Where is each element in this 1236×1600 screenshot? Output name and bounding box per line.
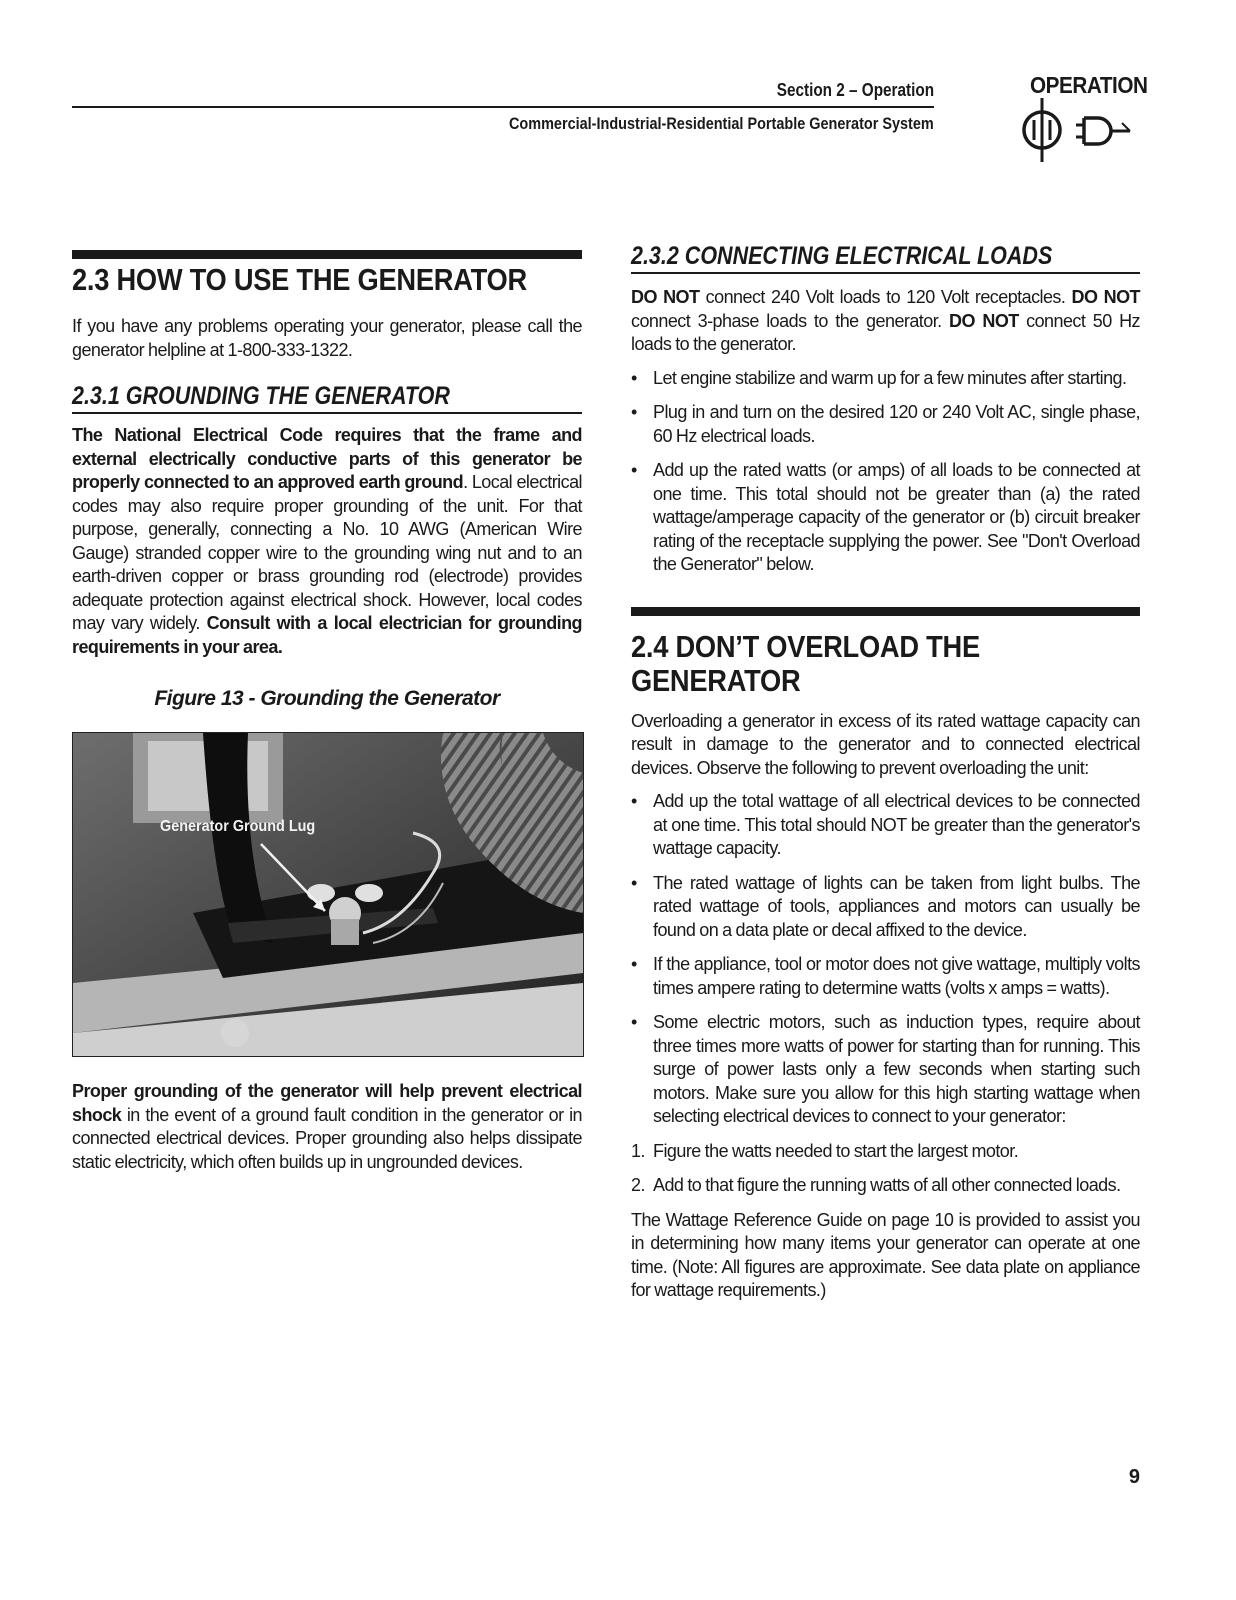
plug-socket-icon <box>1018 96 1144 169</box>
left-column <box>72 250 582 673</box>
heading-dont-overload-1: 2.4 DON’T OVERLOAD THE <box>631 628 980 664</box>
section-bar <box>631 607 1140 616</box>
grounding-photo <box>72 732 584 1057</box>
right-column <box>631 242 1140 1317</box>
list-item: • The rated wattage of lights can be taken from light bulbs. The rated wattage of tools, appliances and motors can usually be found on a data plate or decal affixed to the device. <box>631 872 1140 943</box>
list-item: • Add up the total wattage of all electrical devices to be connected at one time. This total should NOT be greater than the generator's wattage capacity. <box>631 790 1140 861</box>
list-item: • Let engine stabilize and warm up for a few minutes after starting. <box>631 367 1140 391</box>
heading-how-to-use: 2.3 HOW TO USE THE GENERATOR <box>72 262 527 297</box>
heading-dont-overload-2: GENERATOR <box>631 662 801 698</box>
wattage-guide-paragraph: The Wattage Reference Guide on page 10 is provided to assist you in determining how many items your generator can operate at one time. (Note: All figures are approximate. See data plate on appliance for wattage requirements.) <box>631 1209 1140 1300</box>
loads-bullet-list <box>631 367 1140 577</box>
overload-bullet-list <box>631 790 1140 1129</box>
list-item: 1. Figure the watts needed to start the largest motor. <box>631 1140 1019 1161</box>
figure-caption: Figure 13 - Grounding the Generator <box>154 687 500 710</box>
grounding-paragraph: The National Electrical Code requires that the frame and external electrically conductive parts of this generator be properly connected to an approved earth ground. Local electrical codes may also require proper grounding of the unit. For that purpose, generally, connecting a No. 10 AWG (American Wire Gauge) stranded copper wire to the grounding wing nut and to an earth-driven copper or brass grounding rod (electrode) provides adequate protection against electrical shock. However, local codes may vary widely. Consult with a local electrician for grounding requirements in your area. <box>72 425 582 657</box>
heading-connecting-loads: 2.3.2 CONNECTING ELECTRICAL LOADS <box>631 242 1140 274</box>
motor-steps-list <box>631 1140 1140 1198</box>
section-bar <box>72 250 582 259</box>
list-item: • Plug in and turn on the desired 120 or 240 Volt AC, single phase, 60 Hz electrical loads. <box>631 401 1140 448</box>
list-item: • Add up the rated watts (or amps) of all loads to be connected at one time. This total should not be greater than (a) the rated wattage/amperage capacity of the generator or (b) circuit breaker rating of the receptacle supplying the power. See "Don't Overload the Generator" below. <box>631 459 1140 577</box>
header-rule <box>72 106 934 108</box>
section-title: Section 2 – Operation <box>776 80 934 100</box>
helpline-paragraph: If you have any problems operating your generator, please call the generator helpline at 1-800-333-1322. <box>72 316 582 360</box>
list-item: • If the appliance, tool or motor does not give wattage, multiply volts times ampere rating to determine watts (volts x amps = watts). <box>631 953 1140 1000</box>
overload-intro-paragraph: Overloading a generator in excess of its rated wattage capacity can result in damage to the generator and to connected electrical devices. Observe the following to prevent overloading the unit: <box>631 710 1140 778</box>
list-item: • Some electric motors, such as induction types, require about three times more watts of power for starting than for running. This surge of power lasts only a few seconds when starting such motors. Make sure you allow for this high starting wattage when selecting electrical devices to connect to your generator: <box>631 1011 1140 1129</box>
document-subtitle: Commercial-Industrial-Residential Portable Generator System <box>509 114 934 133</box>
operation-badge-label: OPERATION <box>1030 72 1148 98</box>
grounding-benefit-paragraph: Proper grounding of the generator will help prevent electrical shock in the event of a ground fault condition in the generator or in connected electrical devices. Proper grounding also helps dissipate static electricity, which often builds up in ungrounded devices. <box>72 1081 582 1172</box>
list-item: 2. Add to that figure the running watts of all other connected loads. <box>631 1175 1121 1195</box>
heading-grounding: 2.3.1 GROUNDING THE GENERATOR <box>72 382 582 414</box>
page-number: 9 <box>1128 1466 1140 1488</box>
figure-callout-label: Generator Ground Lug <box>160 818 316 835</box>
do-not-paragraph: DO NOT connect 240 Volt loads to 120 Volt receptacles. DO NOT connect 3-phase loads to the generator. DO NOT connect 50 Hz loads to the generator. <box>631 287 1140 354</box>
grounding-benefit-block <box>72 1080 582 1188</box>
